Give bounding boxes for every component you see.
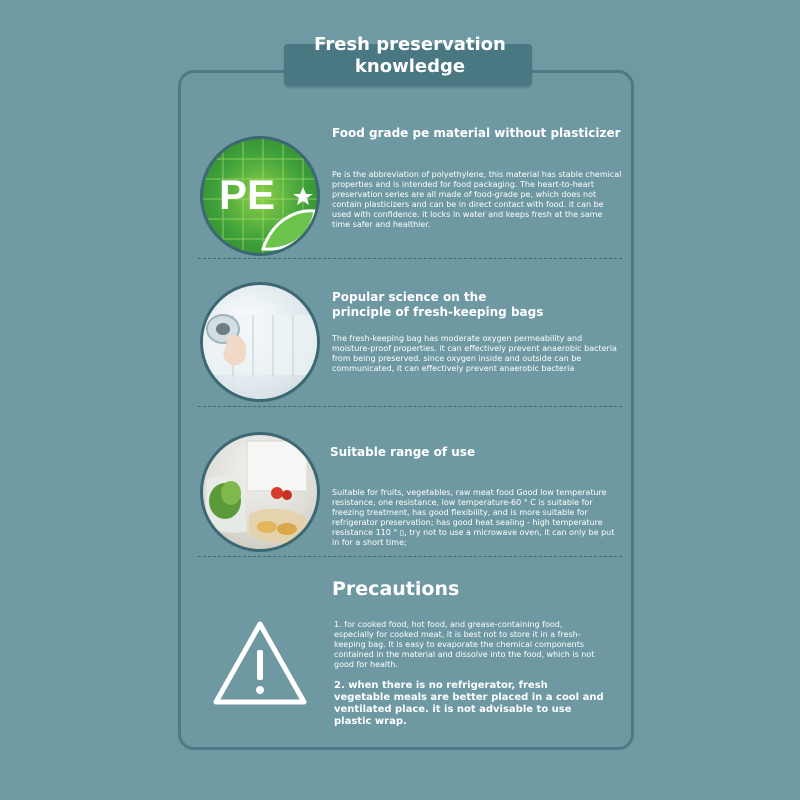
page-title [300, 34, 520, 78]
pe-logo-icon [203, 139, 317, 253]
section-2-heading: Popular science on the principle of fresh-keeping bags [332, 290, 544, 319]
section-1-heading: Food grade pe material without plasticizer [332, 126, 621, 140]
precaution-item-2: 2. when there is no refrigerator, fresh vegetable meals are better placed in a cool and ventilated place. it is not advisable to use plastic wrap. [334, 680, 604, 727]
precaution-item-1: 1. for cooked food, hot food, and grease-containing food, especially for cooked meat, it is best not to store it in a fresh-keeping bag. It is easy to evaporate the chemical components contained in the material and dissolve into the food, which is not good for health. [334, 620, 595, 669]
bag-roll-image [200, 282, 320, 402]
pe-badge-image [200, 136, 320, 256]
pe-badge-text: PE [219, 171, 276, 218]
section-3-body: Suitable for fruits, vegetables, raw meat food Good low temperature resistance, one resistance, low temperature-60 ° C is suitable for freezing treatment, has good flexibility, and is more suitable for refrigerator preservation; has good heat sealing - high temperature resistance 110 ° ▯, try not to use a microwave oven, it can only be put in for a short time; [332, 488, 615, 547]
section-3-heading: Suitable range of use [330, 445, 476, 459]
plastic-bag-roll-icon [203, 285, 317, 399]
divider-2 [198, 406, 622, 407]
section-2-body: The fresh-keeping bag has moderate oxygen permeability and moisture-proof properties. it can effectively prevent anaerobic bacteria from being preserved. since oxygen inside and outside can be communicated, it can effectively prevent anaerobic bacteria [332, 334, 617, 373]
divider-3 [198, 556, 622, 557]
warning-triangle-icon [210, 618, 310, 710]
divider-1 [198, 258, 622, 259]
section-1-body: Pe is the abbreviation of polyethylene, this material has stable chemical properties and is intended for food packaging. The heart-to-heart preservation series are all made of food-grade pe, which does not contain plasticizers and can be in direct contact with food. it can be used with confidence. it locks in water and keeps fresh at the same time safer and healthier. [332, 170, 622, 229]
title-line-1: Fresh preservation [314, 34, 506, 55]
precautions-title: Precautions [332, 578, 460, 600]
food-bags-image [200, 432, 320, 552]
food-storage-icon [203, 435, 317, 549]
title-line-2: knowledge [354, 56, 466, 77]
